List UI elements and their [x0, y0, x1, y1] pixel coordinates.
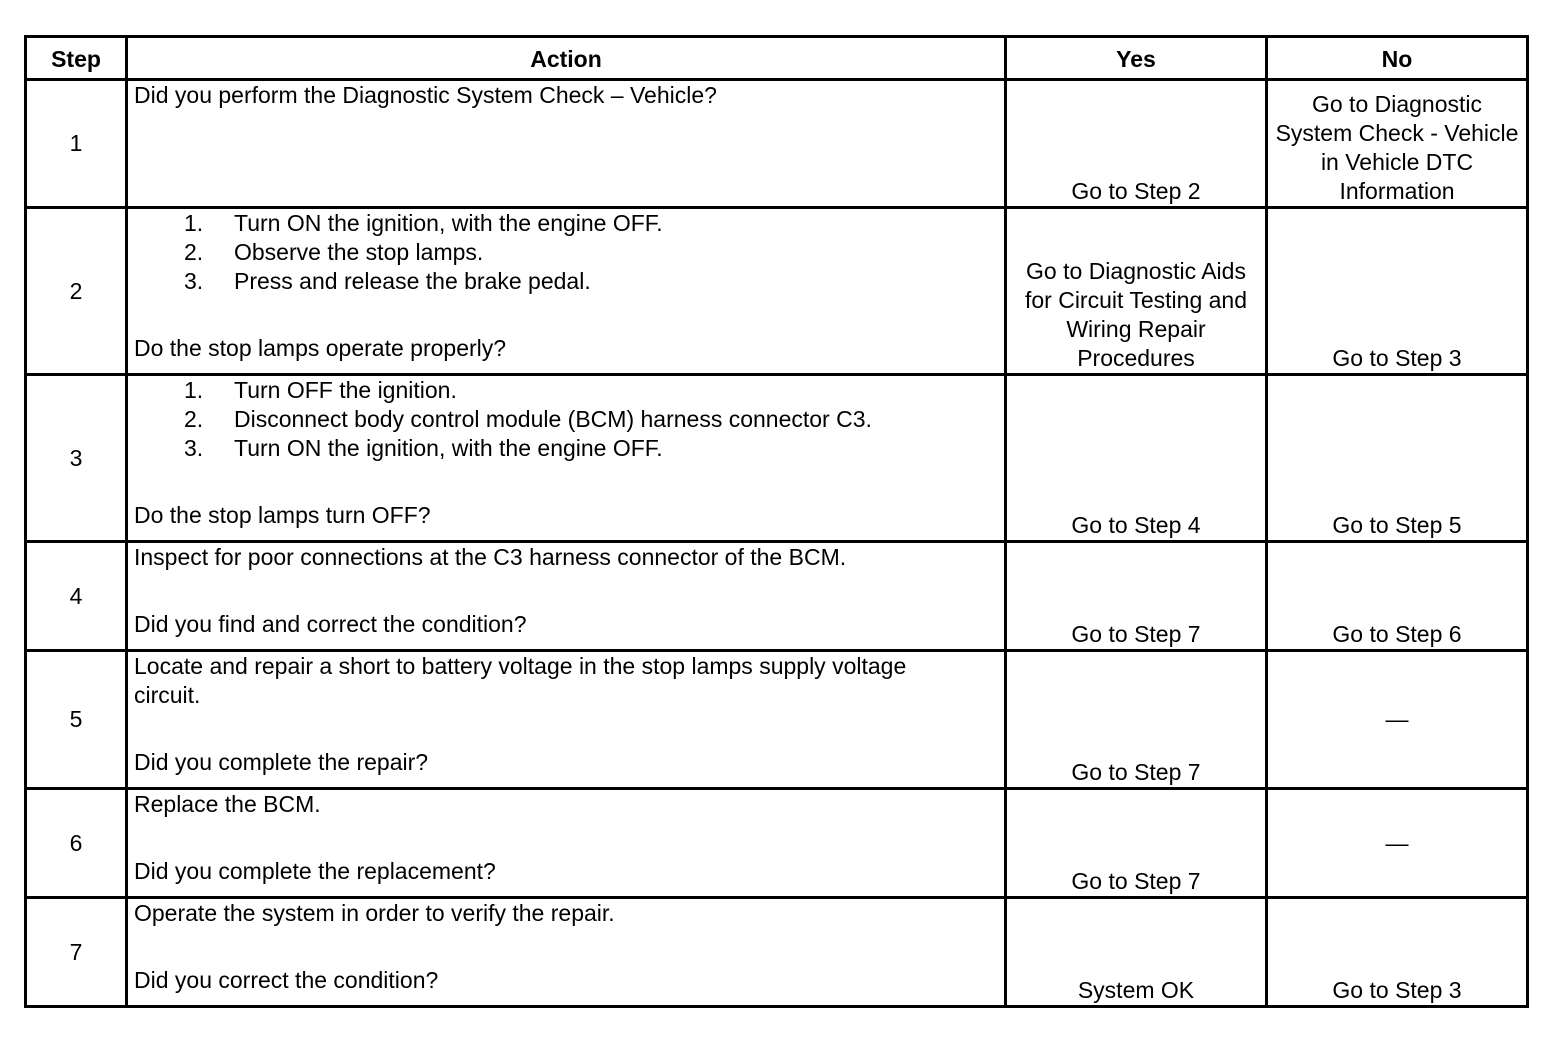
header-action: Action — [127, 37, 1006, 80]
action-question: Did you complete the repair? — [134, 749, 429, 775]
table-row — [26, 898, 1528, 1007]
list-item — [134, 434, 998, 463]
action-cell — [127, 651, 1006, 789]
action-cell — [127, 542, 1006, 651]
action-text: Inspect for poor connections at the C3 harness connector of the BCM. — [134, 544, 847, 570]
substep-text: Press and release the brake pedal. — [234, 268, 591, 294]
header-row — [26, 37, 1528, 80]
yes-cell: Go to Step 7 — [1006, 542, 1267, 651]
step-number: 6 — [26, 789, 127, 898]
action-cell — [127, 898, 1006, 1007]
action-cell — [127, 375, 1006, 542]
action-question: Did you correct the condition? — [134, 967, 439, 993]
step-number: 2 — [26, 208, 127, 375]
substep-text: Turn ON the ignition, with the engine OFF. — [234, 435, 663, 461]
no-cell: Go to Step 3 — [1267, 208, 1528, 375]
substep-number: 2. — [184, 406, 204, 432]
header-yes: Yes — [1006, 37, 1267, 80]
no-cell: Go to Step 6 — [1267, 542, 1528, 651]
list-item — [134, 238, 998, 267]
list-item — [134, 405, 998, 434]
diagnostic-table — [24, 35, 1529, 1008]
yes-cell: Go to Step 4 — [1006, 375, 1267, 542]
list-item — [134, 376, 998, 405]
action-text: Locate and repair a short to battery voltage in the stop lamps supply voltage circuit. — [134, 653, 907, 708]
step-number: 3 — [26, 375, 127, 542]
yes-cell: Go to Step 7 — [1006, 651, 1267, 789]
table-row — [26, 208, 1528, 375]
substep-text: Turn OFF the ignition. — [234, 377, 457, 403]
action-cell — [127, 208, 1006, 375]
substep-number: 1. — [184, 210, 204, 236]
substep-list — [134, 209, 998, 296]
table-row — [26, 542, 1528, 651]
substep-text: Disconnect body control module (BCM) harness connector C3. — [234, 406, 872, 432]
yes-cell: Go to Diagnostic Aids for Circuit Testing and Wiring Repair Procedures — [1006, 208, 1267, 375]
action-question: Did you find and correct the condition? — [134, 611, 527, 637]
yes-cell: Go to Step 7 — [1006, 789, 1267, 898]
step-number: 7 — [26, 898, 127, 1007]
action-text: Did you perform the Diagnostic System Check – Vehicle? — [134, 82, 717, 108]
substep-number: 2. — [184, 239, 204, 265]
substep-list — [134, 376, 998, 463]
no-cell: Go to Step 3 — [1267, 898, 1528, 1007]
table-row — [26, 80, 1528, 208]
table-row — [26, 375, 1528, 542]
substep-number: 1. — [184, 377, 204, 403]
table-row — [26, 651, 1528, 789]
no-cell: Go to Step 5 — [1267, 375, 1528, 542]
substep-text: Observe the stop lamps. — [234, 239, 484, 265]
action-question: Do the stop lamps operate properly? — [134, 335, 507, 361]
action-question: Do the stop lamps turn OFF? — [134, 502, 431, 528]
table-row — [26, 789, 1528, 898]
substep-number: 3. — [184, 268, 204, 294]
substep-text: Turn ON the ignition, with the engine OFF. — [234, 210, 663, 236]
action-question: Did you complete the replacement? — [134, 858, 496, 884]
yes-cell: Go to Step 2 — [1006, 80, 1267, 208]
list-item — [134, 267, 998, 296]
list-item — [134, 209, 998, 238]
step-number: 5 — [26, 651, 127, 789]
action-cell — [127, 789, 1006, 898]
yes-cell: System OK — [1006, 898, 1267, 1007]
action-cell — [127, 80, 1006, 208]
no-cell: — — [1267, 651, 1528, 789]
no-cell: Go to Diagnostic System Check - Vehicle in Vehicle DTC Information — [1267, 80, 1528, 208]
step-number: 1 — [26, 80, 127, 208]
step-number: 4 — [26, 542, 127, 651]
action-text: Operate the system in order to verify the repair. — [134, 900, 615, 926]
action-text: Replace the BCM. — [134, 791, 321, 817]
header-step: Step — [26, 37, 127, 80]
no-cell: — — [1267, 789, 1528, 898]
header-no: No — [1267, 37, 1528, 80]
substep-number: 3. — [184, 435, 204, 461]
